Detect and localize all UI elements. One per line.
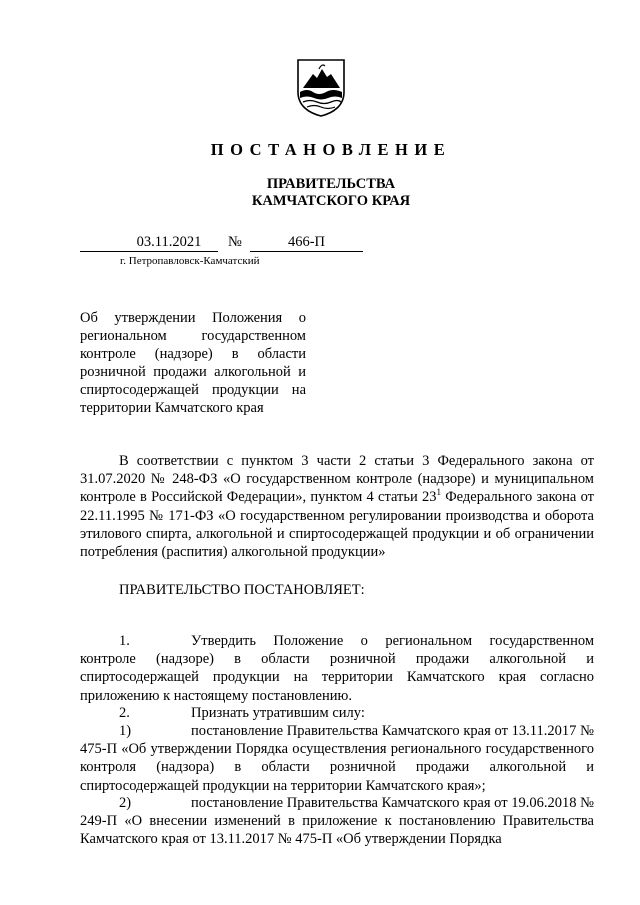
document-date: 03.11.2021 <box>80 233 218 252</box>
document-title: ПОСТАНОВЛЕНИЕ <box>210 140 452 159</box>
org-name-line2: КАМЧАТСКОГО КРАЯ <box>251 193 411 209</box>
document-subject: Об утверждении Положения о региональном государственном контроле (надзоре) в области розничной продажи алкогольной и спиртосодержащей продукции на территории Камчатского края <box>80 310 306 416</box>
preamble-superscript: 1 <box>436 487 441 498</box>
list-item <box>80 704 594 722</box>
item-number: 1) <box>119 723 132 739</box>
list-item <box>80 632 594 705</box>
preamble-paragraph <box>80 452 594 561</box>
list-item <box>80 722 594 795</box>
item-number: 2) <box>119 795 132 811</box>
item-number: 2. <box>119 705 130 721</box>
list-item <box>80 794 594 849</box>
item-text: постановление Правительства Камчатского края от 13.11.2017 № 475-П «Об утверждении Порядка осуществления регионального государственного контроля (надзора) в области розничной продажи алкогольной и спиртосодержащей продукции на территории Камчатского края»; <box>80 723 594 794</box>
decree-heading: ПРАВИТЕЛЬСТВО ПОСТАНОВЛЯЕТ: <box>119 582 365 598</box>
item-number: 1. <box>119 633 130 649</box>
org-name-line1: ПРАВИТЕЛЬСТВА <box>266 176 396 192</box>
date-number-row <box>80 233 380 253</box>
city-name: г. Петропавловск-Камчатский <box>120 255 260 267</box>
preamble-text-2: Федерального закона от 22.11.1995 № 171-ФЗ «О государственном регулировании производства и оборота этилового спирта, алкогольной и спиртосодержащей продукции и об ограничении потребления (распития) алкогольной продукции» <box>80 489 594 561</box>
item-text: Признать утратившим силу: <box>191 705 365 721</box>
item-text: постановление Правительства Камчатского края от 19.06.2018 № 249-П «О внесении изменений в приложение к постановлению Правительства Камчатского края от 13.11.2017 № 475-П «Об утверждении Порядка <box>80 795 594 848</box>
document-number: 466-П <box>250 233 363 252</box>
number-sign: № <box>228 234 242 250</box>
item-text: Утвердить Положение о региональном государственном контроле (надзоре) в области розничной продажи алкогольной и спиртосодержащей продукции на территории Камчатского края согласно приложению к настоящему постановлению. <box>80 633 594 704</box>
preamble-text-1: В соответствии с пунктом 3 части 2 статьи 3 Федерального закона от 31.07.2020 № 248-ФЗ «О государственном контроле (надзоре) и муниципальном контроле в Российской Федерации», пунктом 4 статьи 23 <box>80 453 594 506</box>
coat-of-arms-emblem <box>295 58 347 118</box>
